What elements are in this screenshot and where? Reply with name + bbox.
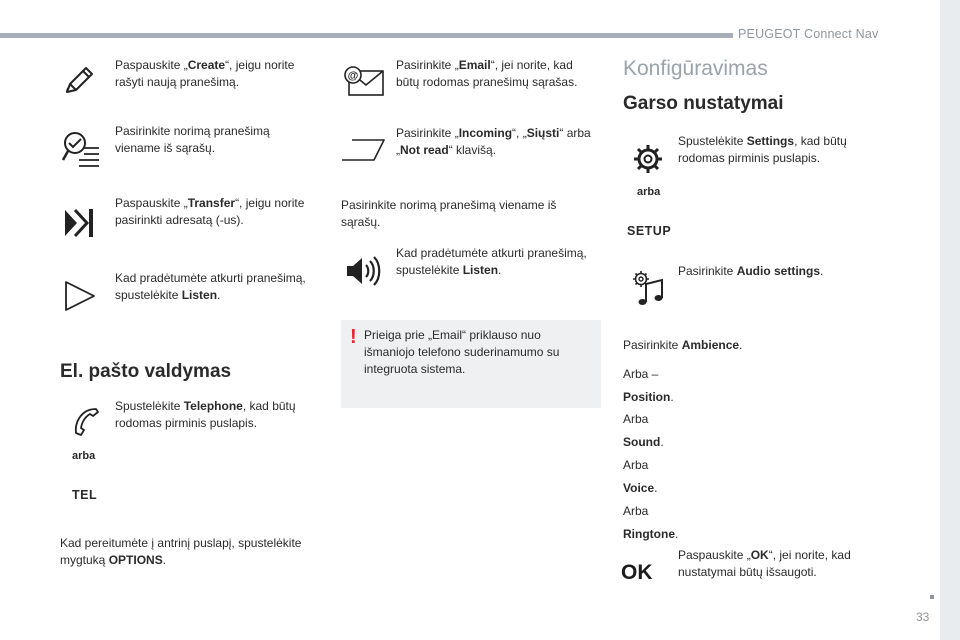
sound-text: Sound.	[623, 435, 664, 449]
listen-instruction-2: Kad pradėtumėte atkurti pranešimą, spustelėkite Listen.	[396, 246, 587, 277]
arba-label-2: arba	[637, 186, 661, 198]
play-icon	[63, 280, 97, 312]
ambience-text: Pasirinkite Ambience.	[623, 338, 743, 352]
tab-key-icon	[340, 138, 386, 164]
transfer-instruction: Paspauskite „Transfer“, jeigu norite pasirinkti adresatą (-us).	[115, 196, 305, 227]
arba-label: arba	[72, 450, 96, 462]
tel-label: TEL	[72, 488, 98, 502]
header-rule	[0, 33, 733, 38]
arba-text-3: Arba	[623, 504, 649, 518]
arba-text-2: Arba	[623, 458, 649, 472]
settings-instruction: Spustelėkite Settings, kad būtų rodomas pirminis puslapis.	[678, 134, 847, 165]
notice-text: Prieiga prie „Email“ priklauso nuo išmaniojo telefono suderinamumo su integruota sistema.	[364, 328, 560, 376]
email-instruction: Pasirinkite „Email“, jei norite, kad būtų rodomas pranešimų sąrašas.	[396, 58, 578, 89]
speaker-icon	[345, 255, 381, 287]
options-instruction: Kad pereitumėte į antrinį puslapį, spustelėkite mygtuką OPTIONS.	[60, 536, 302, 567]
pencil-icon	[63, 65, 95, 97]
page-header-title: PEUGEOT Connect Nav	[738, 27, 879, 41]
audio-settings-instruction: Pasirinkite Audio settings.	[678, 264, 824, 278]
page-number: 33	[916, 610, 930, 624]
email-icon	[343, 65, 385, 101]
section-subtitle: Garso nustatymai	[623, 93, 784, 114]
ringtone-text: Ringtone.	[623, 527, 679, 541]
side-tab	[940, 0, 960, 640]
incoming-instruction: Pasirinkite „Incoming“, „Siųsti“ arba „Not read“ klavišą.	[396, 126, 591, 157]
arba-dash-text: Arba –	[623, 367, 659, 381]
telephone-icon	[72, 407, 102, 437]
message-list-icon	[61, 130, 101, 168]
email-section-heading: El. pašto valdymas	[60, 361, 232, 382]
page-marker	[930, 595, 934, 599]
ok-instruction: Paspauskite „OK“, jei norite, kad nustatymai būtų išsaugoti.	[678, 548, 851, 579]
listen-instruction: Kad pradėtumėte atkurti pranešimą, spustelėkite Listen.	[115, 271, 306, 302]
voice-text: Voice.	[623, 481, 658, 495]
select-list-text: Pasirinkite norimą pranešimą viename iš sąrašų.	[341, 198, 557, 229]
gear-icon	[632, 143, 664, 175]
audio-settings-icon	[632, 270, 666, 308]
arba-text-1: Arba	[623, 412, 649, 426]
warning-mark: !	[350, 326, 357, 348]
position-text: Position.	[623, 390, 674, 404]
ok-label: OK	[621, 561, 653, 584]
setup-label: SETUP	[627, 224, 672, 238]
section-title: Konfigūravimas	[623, 57, 768, 80]
create-instruction: Paspauskite „Create“, jeigu norite rašyti naują pranešimą.	[115, 58, 295, 89]
telephone-instruction: Spustelėkite Telephone, kad būtų rodomas pirminis puslapis.	[115, 399, 296, 430]
select-message-instruction: Pasirinkite norimą pranešimą viename iš sąrašų.	[115, 124, 270, 155]
svg-text:@: @	[347, 70, 359, 82]
transfer-icon	[63, 205, 95, 241]
